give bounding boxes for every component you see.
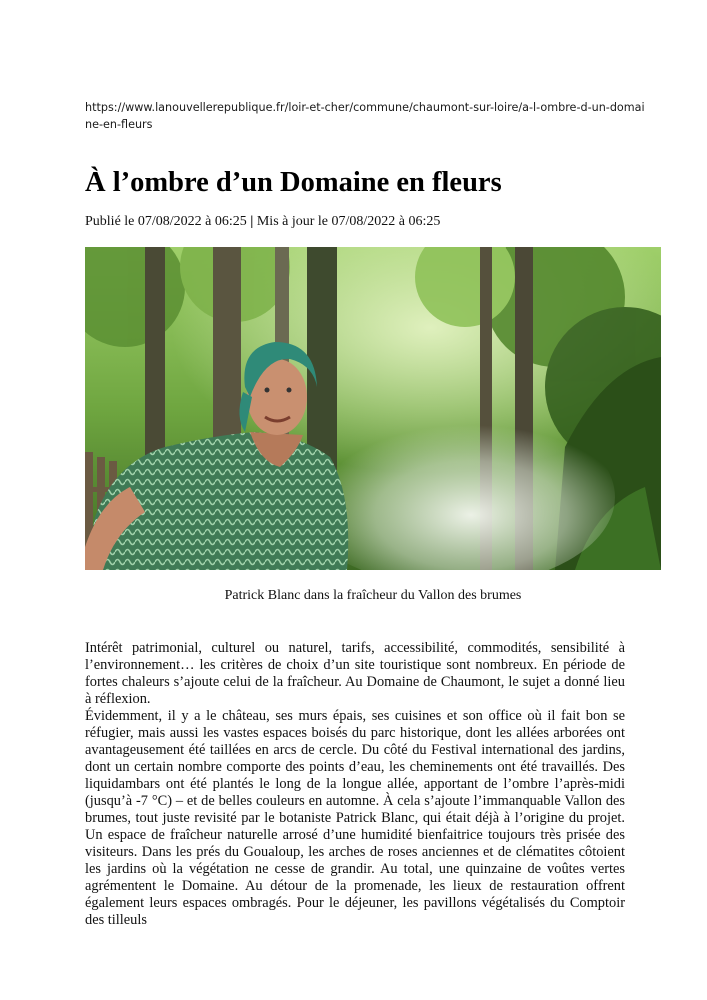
photo-caption: Patrick Blanc dans la fraîcheur du Vallon des brumes [224,588,522,603]
publication-info [85,213,440,231]
meta-separator: | [246,214,257,229]
article-title: À l’ombre d’un Domaine en fleurs [85,167,502,198]
paragraph: Évidemment, il y a le château, ses murs épais, ses cuisines et son office où il fait bon se réfugier, mais aussi les vastes espaces boisés du parc historique, dont les allées arborées ont avantageusement été taillées en arcs de cercle. Du côté du Festival international des jardins, dont un certain nombre comporte des points d’eau, les cheminements ont été travaillés. Des liquidambars ont été plantés le long de la longue allée, apportant de l’ombre l’après-midi (jusqu’à -7 °C) – et de belles couleurs en automne. À cela s’ajoute l’immanquable Vallon des brumes, tout juste revisité par le botaniste Patrick Blanc, qui était déjà à l’origine du projet. Un espace de fraîcheur naturelle arrosé d’une humidité bienfaitrice toujours très prisée des visiteurs. Dans les prés du Goualoup, les arches de roses anciennes et de clématites côtoient les jardins où la végétation ne cesse de grandir. Au total, une quinzaine de voûtes vertes agrémentent le Domaine. Au détour de la promenade, les lieux de restauration offrent également leurs espaces ombragés. Pour le déjeuner, les pavillons végétalisés du Comptoir des tilleuls [85,708,625,928]
published-date: Publié le 07/08/2022 à 06:25 [85,214,247,229]
source-url[interactable]: https://www.lanouvellerepublique.fr/loir-et-cher/commune/chaumont-sur-loire/a-l-ombre-d-un-domaine-en-fleurs [85,101,645,131]
updated-date: Mis à jour le 07/08/2022 à 06:25 [256,214,441,229]
article-photo [85,247,661,570]
paragraph: Intérêt patrimonial, culturel ou naturel, tarifs, accessibilité, commodités, sensibilité à l’environnement… les critères de choix d’un site touristique sont nombreux. En période de fortes chaleurs s’ajoute celui de la fraîcheur. Au Domaine de Chaumont, le sujet a donné lieu à réflexion. [85,640,625,707]
article-body [85,640,625,929]
